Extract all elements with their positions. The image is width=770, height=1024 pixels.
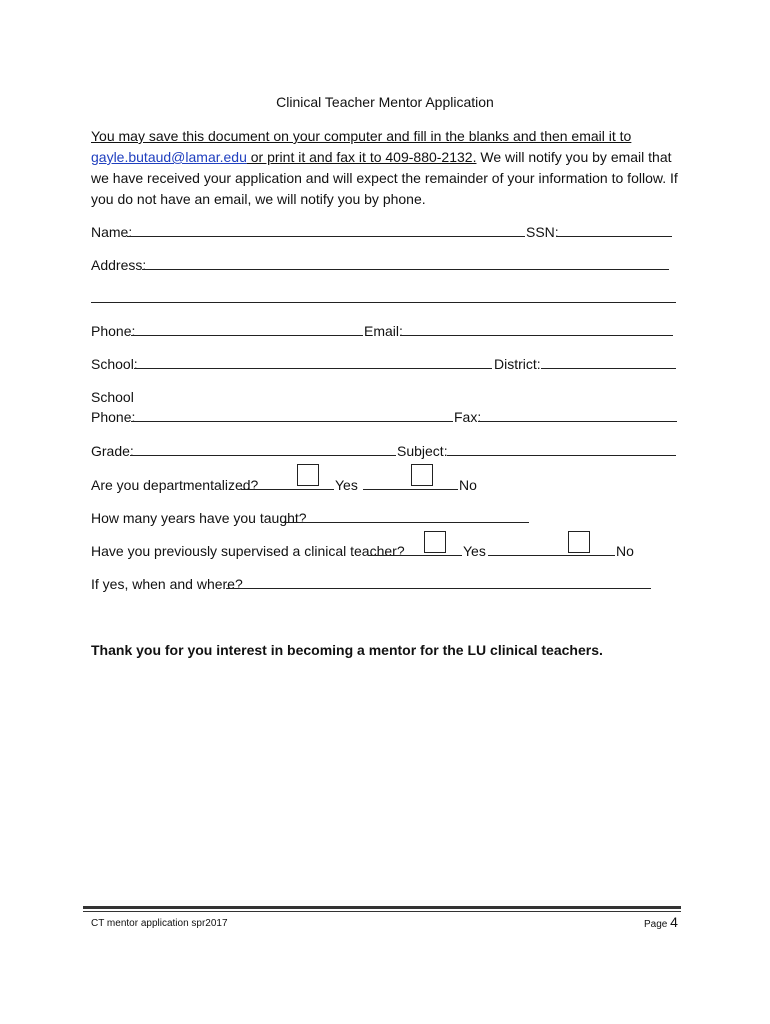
district-field[interactable] <box>541 368 676 369</box>
email-field[interactable] <box>400 335 673 336</box>
supervised-no-line <box>488 555 615 556</box>
page-number <box>644 914 678 930</box>
intro-notify-text: We will notify you by email that we have received your application and will expect the remainder of your information to follow. If you do not have an email, we will notify you by phone. <box>91 149 678 207</box>
supervised-yes-line <box>368 555 462 556</box>
school-label: School: <box>91 356 138 372</box>
page-label: Page <box>644 919 671 930</box>
name-field[interactable] <box>127 236 525 237</box>
supervised-yes-checkbox[interactable] <box>424 531 446 553</box>
departmentalized-no-line <box>363 489 458 490</box>
when-where-field[interactable] <box>226 588 651 589</box>
address-field-line2[interactable] <box>91 302 676 303</box>
intro-fax-text: or print it and fax it to 409-880-2132. <box>246 149 477 165</box>
page-number-value: 4 <box>670 914 678 930</box>
name-label: Name: <box>91 224 133 240</box>
intro-paragraph <box>91 126 691 210</box>
page-title: Clinical Teacher Mentor Application <box>276 94 494 110</box>
fax-field[interactable] <box>478 421 677 422</box>
subject-field[interactable] <box>447 455 676 456</box>
departmentalized-no-checkbox[interactable] <box>411 464 433 486</box>
school-phone-field[interactable] <box>131 421 453 422</box>
grade-label: Grade: <box>91 443 134 459</box>
thank-you-note: Thank you for you interest in becoming a mentor for the LU clinical teachers. <box>91 642 603 658</box>
footer-doc-label: CT mentor application spr2017 <box>91 918 228 929</box>
ssn-field[interactable] <box>556 236 672 237</box>
address-label: Address: <box>91 257 147 273</box>
supervised-no-label: No <box>616 543 634 559</box>
school-phone-label-line2: Phone: <box>91 409 136 425</box>
departmentalized-yes-checkbox[interactable] <box>297 464 319 486</box>
departmentalized-yes-line <box>241 489 334 490</box>
when-where-label: If yes, when and where? <box>91 576 243 592</box>
supervised-no-checkbox[interactable] <box>568 531 590 553</box>
ssn-label: SSN: <box>526 224 559 240</box>
school-field[interactable] <box>134 368 492 369</box>
phone-field[interactable] <box>131 335 363 336</box>
address-field[interactable] <box>142 269 669 270</box>
footer-rule-thin <box>83 911 681 912</box>
years-taught-field[interactable] <box>283 522 529 523</box>
supervised-yes-label: Yes <box>463 543 486 559</box>
subject-label: Subject: <box>397 443 448 459</box>
fax-label: Fax: <box>454 409 482 425</box>
supervised-label: Have you previously supervised a clinical teacher? <box>91 543 405 559</box>
email-link[interactable]: gayle.butaud@lamar.edu <box>91 149 247 165</box>
intro-line1: You may save this document on your computer and fill in the blanks and then email it to <box>91 128 632 144</box>
footer-rule-thick <box>83 906 681 909</box>
district-label: District: <box>494 356 541 372</box>
departmentalized-yes-label: Yes <box>335 477 358 493</box>
email-label: Email: <box>364 323 403 339</box>
grade-field[interactable] <box>130 455 396 456</box>
years-taught-label: How many years have you taught? <box>91 510 307 526</box>
phone-label: Phone: <box>91 323 136 339</box>
departmentalized-no-label: No <box>459 477 477 493</box>
departmentalized-label: Are you departmentalized? <box>91 477 259 493</box>
school-phone-label-line1: School <box>91 389 134 405</box>
